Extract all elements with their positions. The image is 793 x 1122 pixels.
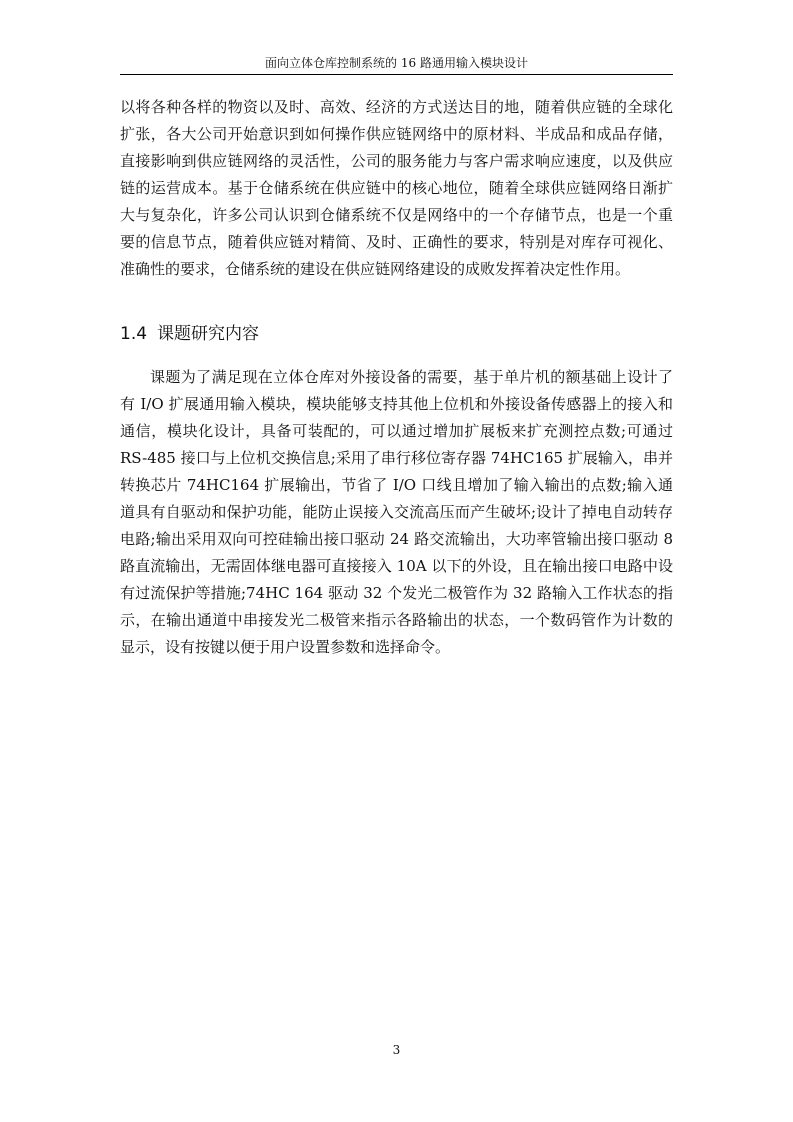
body-paragraph: 课题为了满足现在立体仓库对外接设备的需要，基于单片机的额基础上设计了有 I/O 扩展通用输入模块，模块能够支持其他上位机和外接设备传感器上的接入和通信，模块化设计，具备可装配的，可以通过增加扩展板来扩充测控点数;可通过 RS-485 接口与上位机交换信息;采用了串行移位寄存器 74HC165 扩展输入，串并转换芯片 74HC164 扩展输出，节省了 I/O 口线且增加了输入输出的点数;输入通道具有自驱动和保护功能，能防止误接入交流高压而产生破坏;设计了掉电自动转存电路;输出采用双向可控硅输出接口驱动 24 路交流输出，大功率管输出接口驱动 8 路直流输出，无需固体继电器可直接接入 10A 以下的外设，且在输出接口电路中设有过流保护等措施;74HC 164 驱动 32 个发光二极管作为 32 路输入工作状态的指示，在输出通道中串接发光二极管来指示各路输出的状态，一个数码管作为计数的显示，设有按键以便于用户设置参数和选择命令。 [120, 368, 673, 656]
section-title: 课题研究内容 [157, 324, 260, 344]
section-number: 1.4 [120, 324, 148, 344]
section-heading [120, 322, 259, 346]
header-divider [120, 74, 673, 75]
page-header: 面向立体仓库控制系统的 16 路通用输入模块设计 [265, 56, 528, 70]
body-paragraph: 以将各种各样的物资以及时、高效、经济的方式送达目的地，随着供应链的全球化扩张，各大公司开始意识到如何操作供应链网络中的原材料、半成品和成品存储，直接影响到供应链网络的灵活性，公司的服务能力与客户需求响应速度，以及供应链的运营成本。基于仓储系统在供应链中的核心地位，随着全球供应链网络日渐扩大与复杂化，许多公司认识到仓储系统不仅是网络中的一个存储节点，也是一个重要的信息节点，随着供应链对精简、及时、正确性的要求，特别是对库存可视化、准确性的要求，仓储系统的建设在供应链网络建设的成败发挥着决定性作用。 [120, 98, 673, 278]
page-number: 3 [392, 1043, 401, 1057]
